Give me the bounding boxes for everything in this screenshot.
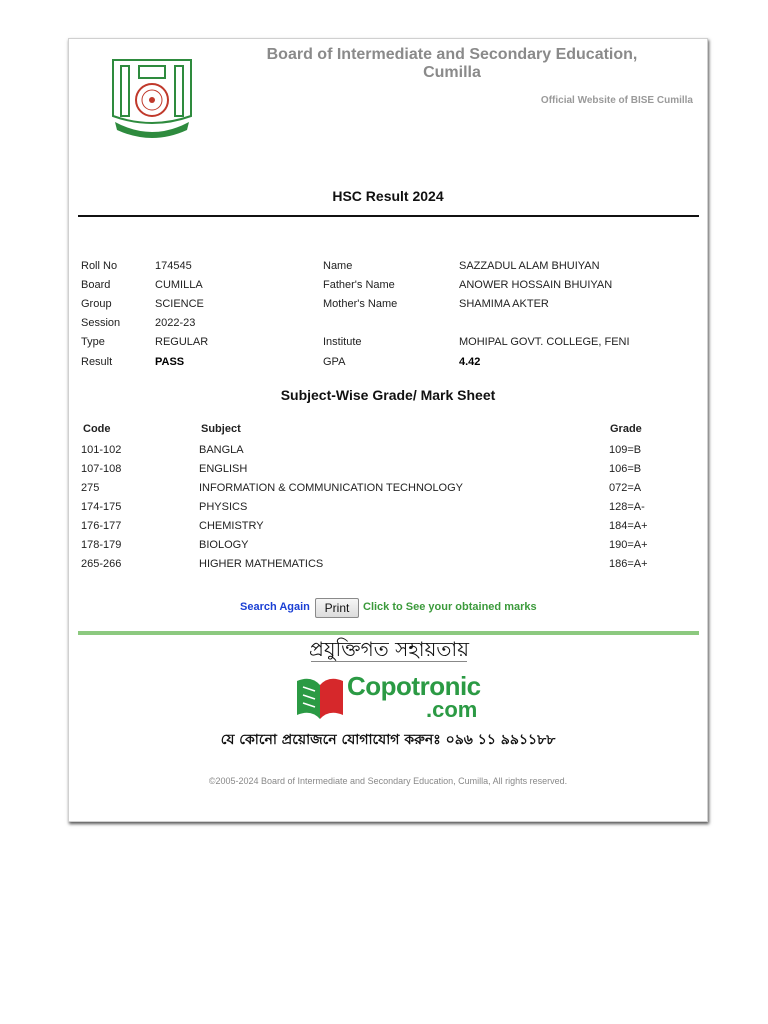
institute-value: MOHIPAL GOVT. COLLEGE, FENI — [459, 336, 630, 348]
code-header: Code — [83, 423, 111, 435]
row-grade: 186=A+ — [609, 558, 648, 570]
row-subject: ENGLISH — [199, 463, 248, 475]
row-subject: BIOLOGY — [199, 539, 249, 551]
mother-value: SHAMIMA AKTER — [459, 298, 549, 310]
mother-label: Mother's Name — [323, 298, 398, 310]
name-value: SAZZADUL ALAM BHUIYAN — [459, 260, 600, 272]
board-title: Board of Intermediate and Secondary Education, Cumilla — [266, 46, 638, 81]
board-value: CUMILLA — [155, 279, 203, 291]
title-divider — [78, 215, 699, 217]
result-label: Result — [81, 356, 113, 368]
name-label: Name — [323, 260, 353, 272]
row-subject: BANGLA — [199, 444, 244, 456]
sponsor-contact: যে কোনো প্রয়োজনে যোগাযোগ করুনঃ ০৯৬ ১১ ৯৯১১৮৮ — [220, 732, 556, 748]
sponsor-tagline: প্রযুক্তিগত সহায়তায় — [309, 637, 469, 661]
row-subject: CHEMISTRY — [199, 520, 264, 532]
search-again-link[interactable]: Search Again — [240, 601, 310, 613]
row-subject: HIGHER MATHEMATICS — [199, 558, 324, 570]
result-value: PASS — [155, 356, 185, 368]
session-label: Session — [81, 317, 121, 329]
sponsor-banner[interactable] — [289, 635, 489, 723]
sponsor-divider — [311, 661, 467, 662]
row-code: 265-266 — [81, 558, 122, 570]
row-grade: 128=A- — [609, 501, 645, 513]
father-value: ANOWER HOSSAIN BHUIYAN — [459, 279, 613, 291]
gpa-label: GPA — [323, 356, 346, 368]
marksheet-title: Subject-Wise Grade/ Mark Sheet — [280, 387, 496, 403]
row-code: 107-108 — [81, 463, 122, 475]
copotronic-logo — [293, 671, 489, 722]
row-code: 174-175 — [81, 501, 122, 513]
board-label: Board — [81, 279, 111, 291]
type-value: REGULAR — [155, 336, 209, 348]
row-grade: 190=A+ — [609, 539, 648, 551]
result-title: HSC Result 2024 — [332, 188, 444, 204]
group-label: Group — [81, 298, 112, 310]
bise-cumilla-logo-icon — [107, 56, 197, 142]
book-logo-icon — [293, 671, 347, 723]
row-code: 275 — [81, 482, 100, 494]
row-code: 101-102 — [81, 444, 122, 456]
brand-suffix: .com — [426, 697, 478, 722]
row-grade: 106=B — [609, 463, 642, 475]
row-code: 176-177 — [81, 520, 122, 532]
result-actions — [69, 598, 707, 620]
gpa-value: 4.42 — [459, 356, 481, 368]
session-value: 2022-23 — [155, 317, 196, 329]
father-label: Father's Name — [323, 279, 395, 291]
board-subtitle: Official Website of BISE Cumilla — [540, 95, 693, 106]
view-marks-link[interactable]: Click to See your obtained marks — [363, 601, 537, 613]
result-sheet — [68, 38, 708, 822]
roll-value: 174545 — [155, 260, 192, 272]
institute-label: Institute — [323, 336, 362, 348]
row-grade: 072=A — [609, 482, 642, 494]
copyright-text: ©2005-2024 Board of Intermediate and Secondary Education, Cumilla, All rights reserved. — [208, 776, 568, 786]
subject-header: Subject — [201, 423, 241, 435]
row-grade: 184=A+ — [609, 520, 648, 532]
type-label: Type — [81, 336, 105, 348]
row-subject: PHYSICS — [199, 501, 248, 513]
roll-label: Roll No — [81, 260, 118, 272]
row-code: 178-179 — [81, 539, 122, 551]
row-grade: 109=B — [609, 444, 642, 456]
row-subject: INFORMATION & COMMUNICATION TECHNOLOGY — [199, 482, 464, 494]
grade-header: Grade — [610, 423, 642, 435]
brand-name: Copotronic — [347, 671, 481, 701]
print-button[interactable]: Print — [315, 598, 359, 618]
group-value: SCIENCE — [155, 298, 204, 310]
